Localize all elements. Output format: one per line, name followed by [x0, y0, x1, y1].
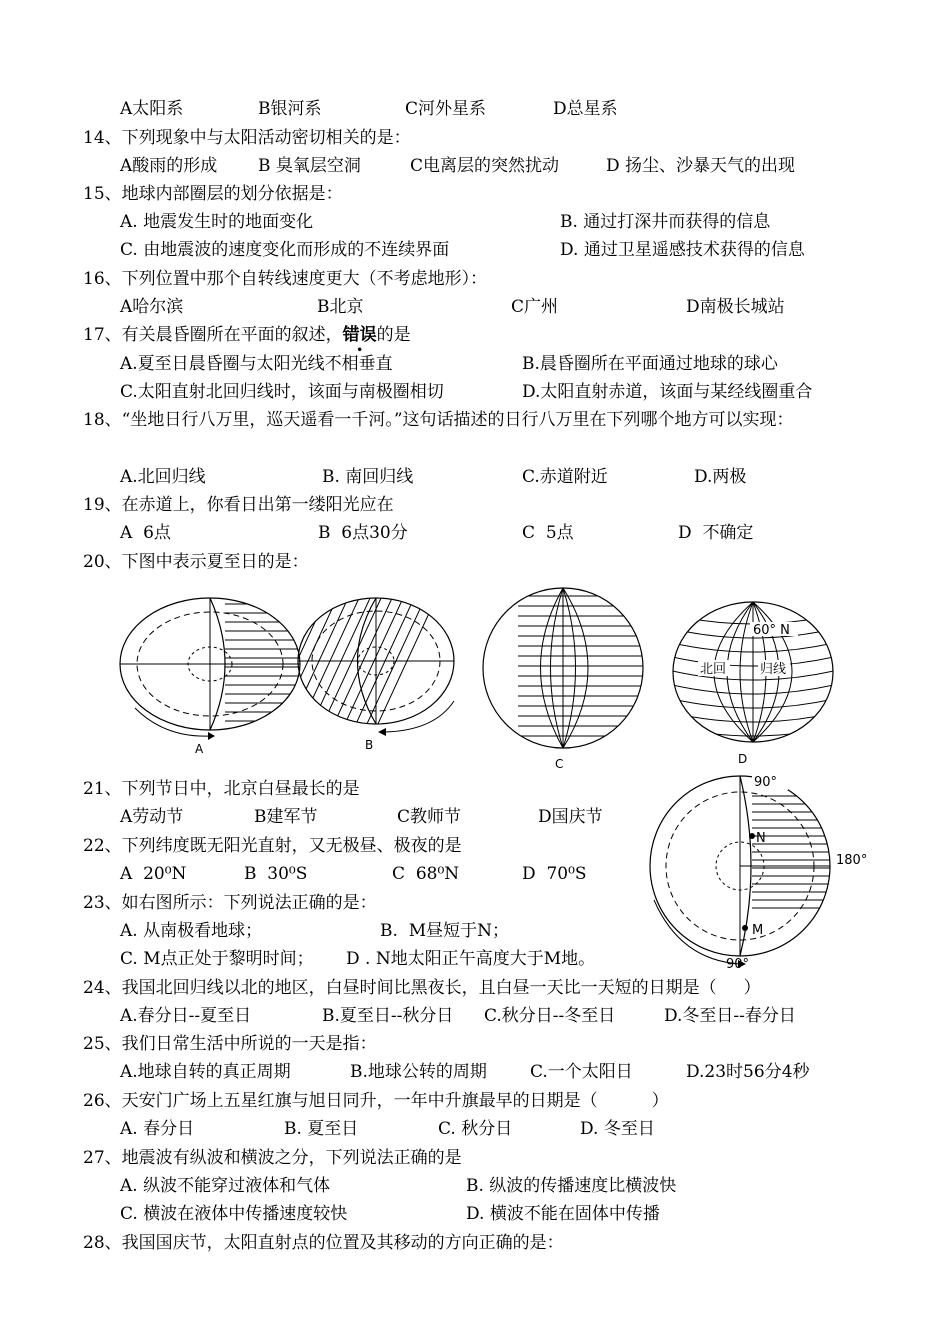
q25-opts-option-3: D.23时56分4秒 [686, 1062, 810, 1082]
q17-c-option-1: D.太阳直射赤道，该面与某经线圈重合 [522, 382, 813, 402]
q27-c-option-0: C. 横波在液体中传播速度较快 [120, 1204, 348, 1224]
q19-stem: 19、在赤道上，你看日出第一缕阳光应在 [83, 495, 394, 515]
fig-n-label: N [756, 831, 766, 846]
q18-opts-option-0: A.北回归线 [120, 467, 206, 487]
q23-stem: 23、如右图所示：下列说法正确的是： [83, 893, 377, 913]
fig-right-label: 180° [836, 853, 868, 868]
caption-b: B [365, 738, 374, 752]
fig-top-label: 90° [754, 775, 778, 790]
q13-opts-option-2: C河外星系 [405, 99, 487, 119]
q21-opts-option-3: D国庆节 [538, 807, 603, 827]
globe-d [668, 600, 838, 750]
q24-opts-option-2: C.秋分日--冬至日 [484, 1006, 616, 1026]
q17-stem-end: 的是 [376, 325, 411, 345]
q17-a-option-1: B.晨昏圈所在平面通过地球的球心 [522, 354, 778, 374]
q18-opts-option-1: B. 南回归线 [322, 467, 414, 487]
q23-c-option-1: D . N地太阳正午高度大于M地。 [346, 949, 596, 969]
q28-stem: 28、我国国庆节，太阳直射点的位置及其移动的方向正确的是： [83, 1233, 564, 1253]
q13-opts-option-1: B银河系 [258, 99, 322, 119]
q15-stem: 15、地球内部圈层的划分依据是： [83, 184, 343, 204]
q15-c-option-0: C. 由地震波的速度变化而形成的不连续界面 [120, 240, 450, 260]
q19-opts-option-2: C 5点 [522, 523, 574, 543]
q19-opts-option-0: A 6点 [120, 523, 171, 543]
q22-stem: 22、下列纬度既无阳光直射，又无极昼、极夜的是 [83, 836, 462, 856]
q16-opts-option-0: A哈尔滨 [120, 297, 184, 317]
q27-c-option-1: D. 横波不能在固体中传播 [466, 1204, 660, 1224]
q14-opts-option-1: B 臭氧层空洞 [258, 156, 361, 176]
q15-a-option-0: A. 地震发生时的地面变化 [120, 212, 314, 232]
globe-c [478, 586, 653, 756]
q17-a-option-0: A.夏至日晨昏圈与太阳光线不相垂直 [120, 354, 393, 374]
q22-opts-option-1: B 30⁰S [244, 864, 308, 884]
q17-emphasis: 错误 [342, 325, 377, 345]
q26-opts-option-2: C. 秋分日 [438, 1119, 513, 1139]
q16-opts-option-2: C广州 [511, 297, 559, 317]
q23-a-option-0: A. 从南极看地球； [120, 921, 263, 941]
q23-c-option-0: C. M点正处于黎明时间； [120, 949, 314, 969]
globe-q23 [640, 770, 868, 972]
q13-opts-option-3: D总星系 [553, 99, 618, 119]
q14-stem: 14、下列现象中与太阳活动密切相关的是： [83, 128, 411, 148]
q22-opts-option-0: A 20⁰N [120, 864, 187, 884]
caption-a: A [195, 742, 204, 756]
q25-opts-option-0: A.地球自转的真正周期 [120, 1062, 291, 1082]
d-tropic-right: 归线 [760, 662, 787, 677]
globe-a [115, 598, 305, 748]
q18-opts-option-3: D.两极 [694, 467, 747, 487]
q26-opts-option-1: B. 夏至日 [284, 1119, 359, 1139]
q17-c-option-0: C.太阳直射北回归线时，该面与南极圈相切 [120, 382, 444, 402]
q22-opts-option-3: D 70⁰S [522, 864, 587, 884]
q19-opts-option-3: D 不确定 [678, 523, 754, 543]
d-lat-label: 60° N [753, 623, 790, 638]
q24-opts-option-3: D.冬至日--春分日 [664, 1006, 796, 1026]
q24-opts-option-1: B.夏至日--秋分日 [322, 1006, 454, 1026]
fig-bottom-label: 90° [726, 957, 750, 972]
q18-opts-option-2: C.赤道附近 [522, 467, 608, 487]
q13-opts-option-0: A太阳系 [120, 99, 184, 119]
fig-m-label: M [752, 923, 764, 938]
q26-opts-option-0: A. 春分日 [120, 1119, 195, 1139]
q21-opts-option-0: A劳动节 [120, 807, 184, 827]
q16-stem: 16、下列位置中那个自转线速度更大（不考虑地形）： [83, 269, 488, 289]
caption-c: C [555, 757, 564, 771]
q25-opts-option-2: C.一个太阳日 [530, 1062, 633, 1082]
q27-a-option-1: B. 纵波的传播速度比横波快 [466, 1176, 677, 1196]
q26-stem: 26、天安门广场上五星红旗与旭日同升，一年中升旗最早的日期是（ ） [83, 1091, 669, 1111]
q14-opts-option-2: C电离层的突然扰动 [410, 156, 560, 176]
q16-opts-option-3: D南极长城站 [686, 297, 785, 317]
q14-opts-option-0: A酸雨的形成 [120, 156, 218, 176]
q20-stem: 20、下图中表示夏至日的是： [83, 552, 309, 572]
q24-opts-option-0: A.春分日--夏至日 [120, 1006, 252, 1026]
q15-c-option-1: D. 通过卫星遥感技术获得的信息 [560, 240, 805, 260]
q25-stem: 25、我们日常生活中所说的一天是指： [83, 1034, 377, 1054]
caption-d: D [738, 752, 748, 766]
q17-stem [83, 324, 411, 346]
globe-b [294, 596, 469, 746]
q27-a-option-0: A. 纵波不能穿过液体和气体 [120, 1176, 331, 1196]
q19-opts-option-1: B 6点30分 [318, 523, 408, 543]
q18-stem: 18、“坐地日行八万里，巡天遥看一千河。”这句话描述的日行八万里在下列哪个地方可以实现： [83, 410, 794, 430]
q21-opts-option-2: C教师节 [397, 807, 462, 827]
q22-opts-option-2: C 68⁰N [392, 864, 460, 884]
q16-opts-option-1: B北京 [317, 297, 364, 317]
q27-stem: 27、地震波有纵波和横波之分，下列说法正确的是 [83, 1148, 462, 1168]
q25-opts-option-1: B.地球公转的周期 [350, 1062, 487, 1082]
q21-stem: 21、下列节日中，北京白昼最长的是 [83, 779, 360, 799]
q17-stem-start: 17、有关晨昏圈所在平面的叙述， [83, 325, 343, 345]
q15-a-option-1: B. 通过打深井而获得的信息 [560, 212, 771, 232]
d-tropic-left: 北回 [700, 662, 727, 677]
q24-stem: 24、我国北回归线以北的地区，白昼时间比黑夜长，且白昼一天比一天短的日期是（ ） [83, 978, 761, 998]
q23-a-option-1: B. M昼短于N； [380, 921, 509, 941]
q14-opts-option-3: D 扬尘、沙暴天气的出现 [606, 156, 796, 176]
q21-opts-option-1: B建军节 [254, 807, 318, 827]
q26-opts-option-3: D. 冬至日 [580, 1119, 655, 1139]
